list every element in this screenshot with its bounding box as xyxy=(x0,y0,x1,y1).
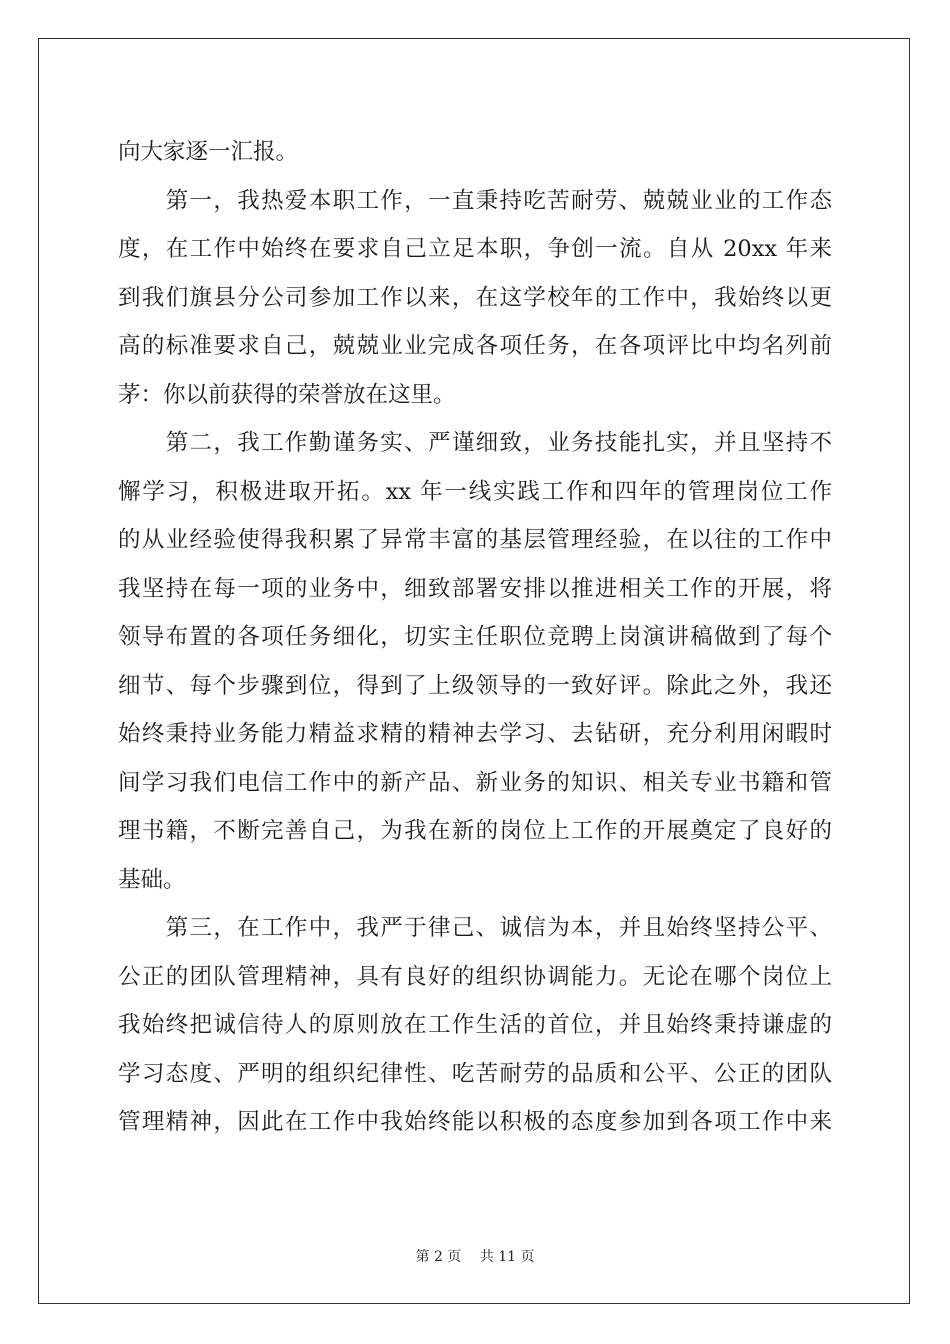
text-line: 茅：你以前获得的荣誉放在这里。 xyxy=(118,381,456,408)
text-line: 间学习我们电信工作中的新产品、新业务的知识、相关专业书籍和管 xyxy=(118,769,832,796)
text-line: 领导布置的各项任务细化，切实主任职位竞聘上岗演讲稿做到了每个 xyxy=(118,624,832,650)
text-line: 第三，在工作中，我严于律己、诚信为本，并且始终坚持公平、 xyxy=(118,915,832,941)
text-line: 我始终把诚信待人的原则放在工作生活的首位，并且始终秉持谦虚的 xyxy=(118,1012,832,1038)
text-line: 到我们旗县分公司参加工作以来，在这学校年的工作中，我始终以更 xyxy=(118,284,832,311)
text-line: 理书籍，不断完善自己，为我在新的岗位上工作的开展奠定了良好的 xyxy=(118,818,832,844)
text-line: 管理精神，因此在工作中我始终能以积极的态度参加到各项工作中来 xyxy=(118,1109,832,1135)
text-line: 向大家逐一汇报。 xyxy=(118,139,299,165)
text-line: 第二，我工作勤谨务实、严谨细致，业务技能扎实，并且坚持不 xyxy=(118,430,832,456)
text-line: 的从业经验使得我积累了异常丰富的基层管理经验，在以往的工作中 xyxy=(118,527,832,553)
text-line: 高的标准要求自己，兢兢业业完成各项任务，在各项评比中均名列前 xyxy=(118,333,832,359)
text-line: 学习态度、严明的组织纪律性、吃苦耐劳的品质和公平、公正的团队 xyxy=(118,1060,832,1087)
text-line: 第一，我热爱本职工作，一直秉持吃苦耐劳、兢兢业业的工作态 xyxy=(118,187,832,214)
text-line: 我坚持在每一项的业务中，细致部署安排以推进相关工作的开展，将 xyxy=(118,575,832,602)
text-line: 懈学习，积极进取开拓。xx 年一线实践工作和四年的管理岗位工作 xyxy=(118,478,832,505)
text-line: 细节、每个步骤到位，得到了上级领导的一致好评。除此之外，我还 xyxy=(118,672,832,699)
document-body xyxy=(118,128,832,1147)
text-line: 公正的团队管理精神，具有良好的组织协调能力。无论在哪个岗位上 xyxy=(118,963,832,990)
text-line: 度，在工作中始终在要求自己立足本职，争创一流。自从 20xx 年来 xyxy=(118,236,832,262)
text-line: 基础。 xyxy=(118,866,186,893)
text-line: 始终秉持业务能力精益求精的精神去学习、去钻研，充分利用闲暇时 xyxy=(118,721,832,747)
page-number-footer: 第 2 页 共 11 页 xyxy=(415,1249,535,1265)
